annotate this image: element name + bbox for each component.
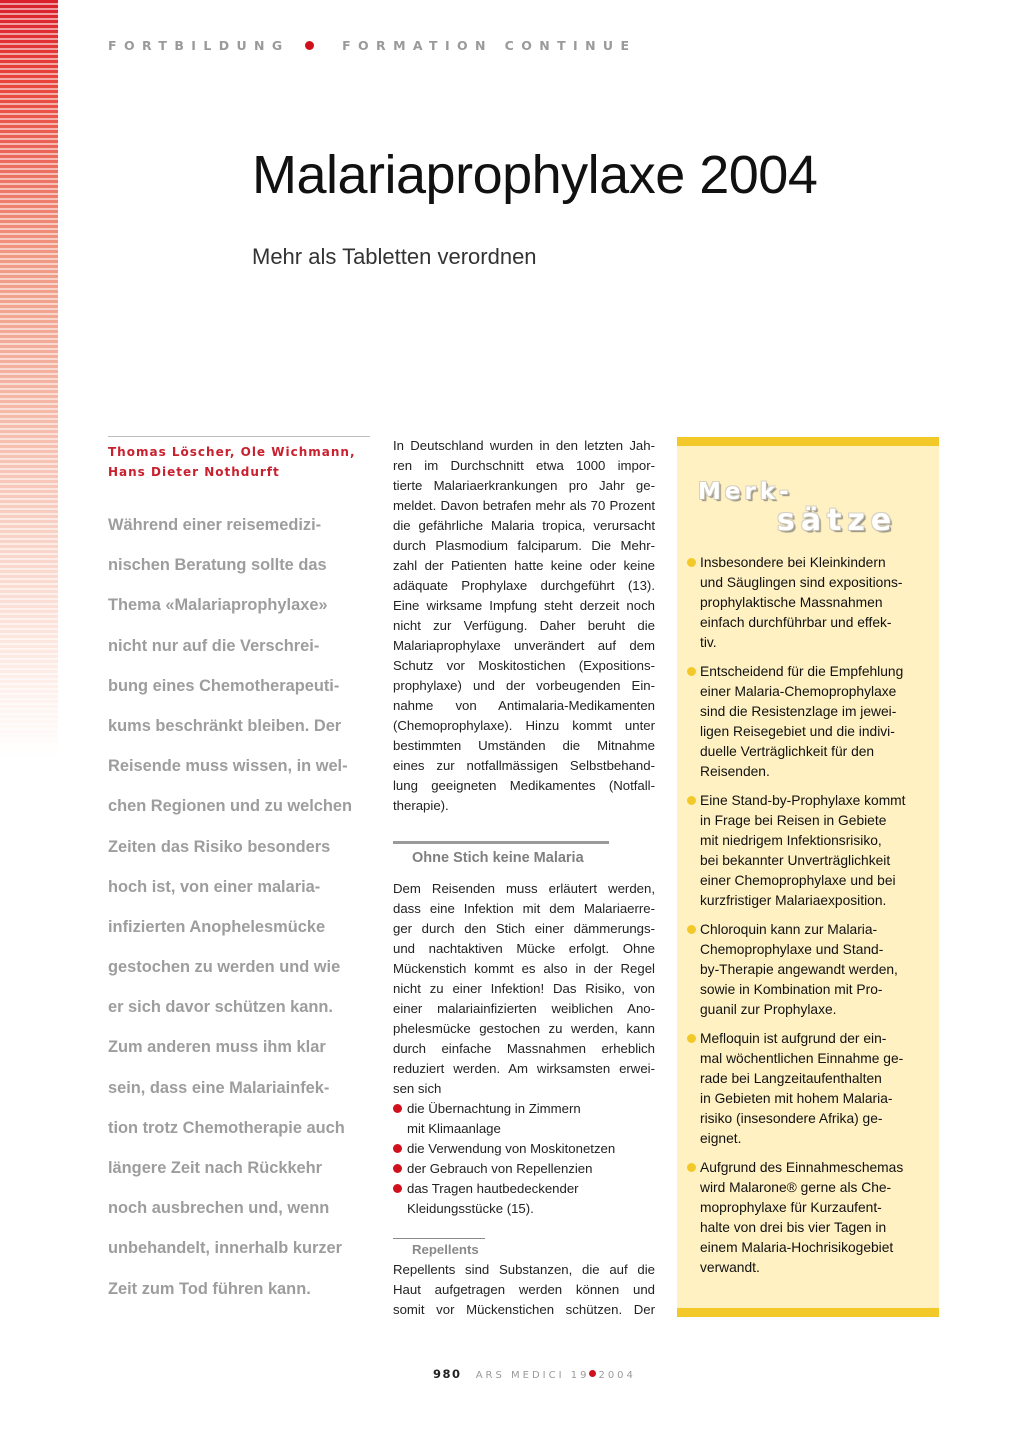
article-title: Malariaprophylaxe 2004 xyxy=(252,145,818,205)
journal-year: 2004 xyxy=(598,1370,636,1381)
key-point-line: einem Malaria-Hochrisikogebiet xyxy=(700,1240,894,1255)
lead-line: er sich davor schützen kann. xyxy=(108,998,333,1017)
text-line: durch einfache Massnahmen erheblich xyxy=(393,1041,655,1056)
text-line: Eine wirksame Impfung steht derzeit noch xyxy=(393,598,655,613)
key-point-line: Entscheidend für die Empfehlung xyxy=(700,664,904,679)
key-point-line: einer Chemoprophylaxe und bei xyxy=(700,873,896,888)
key-point xyxy=(687,1029,935,1149)
text-line: durch Plasmodium falciparum. Die Mehr- xyxy=(393,538,655,553)
key-point-line: tiv. xyxy=(700,635,717,650)
list-item-text: die Verwendung von Moskitonetzen xyxy=(407,1141,616,1156)
lead-line: unbehandelt, innerhalb kurzer xyxy=(108,1239,343,1258)
key-point xyxy=(687,920,935,1020)
protection-list xyxy=(393,1099,655,1219)
lead-text xyxy=(108,505,380,1309)
lead-line: nicht nur auf die Verschrei- xyxy=(108,636,320,655)
key-point-line: Eine Stand-by-Prophylaxe kommt xyxy=(700,793,906,808)
list-item-continuation: Kleidungsstücke (15). xyxy=(407,1201,534,1216)
key-point-line: prophylaktische Massnahmen xyxy=(700,595,883,610)
key-point-line: in Gebieten mit hohem Malaria- xyxy=(700,1091,893,1106)
key-point-line: guanil zur Prophylaxe. xyxy=(700,1002,837,1017)
text-line: ren im Durchschnitt etwa 1000 impor- xyxy=(393,458,655,473)
text-line: somit vor Mückenstichen schützen. Der xyxy=(393,1302,655,1317)
article-subtitle: Mehr als Tabletten verordnen xyxy=(252,244,537,269)
text-line: Repellents sind Substanzen, die auf die xyxy=(393,1262,655,1277)
list-item xyxy=(393,1159,655,1179)
section-kicker xyxy=(108,38,636,53)
lead-line: Zum anderen muss ihm klar xyxy=(108,1038,326,1057)
key-point-line: halte von drei bis vier Tagen in xyxy=(700,1220,887,1235)
kicker-dot-icon xyxy=(305,41,314,50)
bullet-dot-icon xyxy=(393,1164,402,1173)
page-number: 980 xyxy=(433,1367,462,1381)
text-line: und nachtaktiven Mücke erfolgt. Ohne xyxy=(393,941,655,956)
key-point-line: einfach durchführbar und effek- xyxy=(700,615,892,630)
text-line: Malariaprophylaxe unverändert auf dem xyxy=(393,638,655,653)
text-line: nahme von Antimalaria-Medikamenten xyxy=(393,698,655,713)
key-point-line: eignet. xyxy=(700,1131,742,1146)
lead-line: längere Zeit nach Rückkehr xyxy=(108,1159,323,1177)
key-point xyxy=(687,662,935,782)
text-line: tierte Malariaerkrankungen pro Jahr ge- xyxy=(393,478,655,493)
bullet-dot-icon xyxy=(687,796,696,805)
key-point-line: Aufgrund des Einnahmeschemas xyxy=(700,1160,904,1175)
key-point-line: mal wöchentlichen Einnahme ge- xyxy=(700,1051,904,1066)
key-point-line: Chemoprophylaxe und Stand- xyxy=(700,942,884,957)
journal-name: ARS MEDICI 19 xyxy=(475,1370,590,1381)
author-list xyxy=(108,436,370,482)
key-point-line: duelle Verträglichkeit für den xyxy=(700,744,875,759)
lead-line: bung eines Chemotherapeuti- xyxy=(108,676,340,695)
key-points-box xyxy=(677,437,939,1317)
bullet-dot-icon xyxy=(393,1184,402,1193)
text-line: reduziert werden. Am wirksamsten erwei- xyxy=(393,1061,655,1076)
text-line: eines zur notfallmässigen Selbstbehand- xyxy=(393,758,655,773)
text-line: zahl der Patienten hatte keine oder keine xyxy=(393,558,655,573)
key-point-line: sind die Resistenzlage im jewei- xyxy=(700,704,897,719)
paragraph-intro xyxy=(393,436,655,816)
text-line: phelesmücke gestochen zu werden, kann xyxy=(393,1021,655,1036)
key-points-list xyxy=(687,553,935,1287)
text-line: meldet. Davon betrafen mehr als 70 Prozent xyxy=(393,498,655,513)
key-point-line: by-Therapie angewandt werden, xyxy=(700,962,898,977)
bullet-dot-icon xyxy=(687,558,696,567)
key-point-line: bei bekannter Unverträglichkeit xyxy=(700,853,891,868)
bullet-dot-icon xyxy=(393,1104,402,1113)
lead-line: infizierten Anophelesmücke xyxy=(108,917,326,936)
key-point-line: risiko (insesondere Afrika) ge- xyxy=(700,1111,883,1126)
author-line: Hans Dieter Nothdurft xyxy=(108,465,280,479)
key-point-line: sowie in Kombination mit Pro- xyxy=(700,982,883,997)
text-line: dass eine Infektion mit dem Malariaerre- xyxy=(393,901,655,916)
text-line: die gefährliche Malaria tropica, verursacht xyxy=(393,518,655,533)
text-line: prophylaxe) und der vorbeugenden Ein- xyxy=(393,678,655,693)
text-line: sen sich xyxy=(393,1081,442,1096)
section-heading: Ohne Stich keine Malaria xyxy=(393,841,609,866)
key-point-line: wird Malarone® gerne als Che- xyxy=(700,1180,892,1195)
lead-line: Zeiten das Risiko besonders xyxy=(108,837,331,856)
text-line: Schutz vor Moskitostichen (Expositions- xyxy=(393,658,655,673)
paragraph-mosquito xyxy=(393,879,655,1099)
text-line: bestimmten Umständen die Mitnahme xyxy=(393,738,655,753)
box-title-part-1: Merk- xyxy=(698,479,793,505)
lead-line: tion trotz Chemotherapie auch xyxy=(108,1118,345,1137)
key-point-line: mit niedrigem Infektionsrisiko, xyxy=(700,833,882,848)
kicker-left: FORTBILDUNG xyxy=(108,38,290,53)
key-point-line: verwandt. xyxy=(700,1260,760,1275)
text-line: (Chemoprophylaxe). Hinzu kommt unter xyxy=(393,718,655,733)
key-point xyxy=(687,553,935,653)
key-point-line: Insbesondere bei Kleinkindern xyxy=(700,555,886,570)
key-point-line: kurzfristiger Malariaexposition. xyxy=(700,893,887,908)
lead-line: chen Regionen und zu welchen xyxy=(108,797,353,816)
bullet-dot-icon xyxy=(393,1144,402,1153)
list-item xyxy=(393,1179,655,1199)
key-point-line: Mefloquin ist aufgrund der ein- xyxy=(700,1031,887,1046)
lead-line: sein, dass eine Malariainfek- xyxy=(108,1078,330,1097)
list-item xyxy=(393,1139,655,1159)
key-point-line: in Frage bei Reisen in Gebiete xyxy=(700,813,887,828)
key-point-line: Reisenden. xyxy=(700,764,770,779)
key-point xyxy=(687,1158,935,1278)
lead-line: kums beschränkt bleiben. Der xyxy=(108,716,342,735)
body-column-3 xyxy=(393,1260,655,1320)
lead-line: hoch ist, von einer malaria- xyxy=(108,877,321,896)
lead-line: Zeit zum Tod führen kann. xyxy=(108,1279,311,1298)
list-item xyxy=(393,1099,655,1119)
key-point-line: und Säuglingen sind expositions- xyxy=(700,575,903,590)
bullet-dot-icon xyxy=(687,1034,696,1043)
key-point-line: Chloroquin kann zur Malaria- xyxy=(700,922,878,937)
text-line: ger durch den Stich einer dämmerungs- xyxy=(393,921,655,936)
text-line: Haut aufgetragen werden können und xyxy=(393,1282,655,1297)
kicker-right: FORMATION CONTINUE xyxy=(342,38,637,53)
lead-line: Thema «Malariaprophylaxe» xyxy=(108,596,328,615)
list-item-text: das Tragen hautbedeckender xyxy=(407,1181,579,1196)
lead-line: Während einer reisemedizi- xyxy=(108,516,322,534)
subheading-repellents: Repellents xyxy=(393,1238,485,1257)
footer-dot-icon xyxy=(589,1370,596,1377)
key-point-line: einer Malaria-Chemoprophylaxe xyxy=(700,684,897,699)
text-line: einer malariainfizierten weiblichen Ano- xyxy=(393,1001,655,1016)
lead-line: Reisende muss wissen, in wel- xyxy=(108,757,348,776)
paragraph-repellents xyxy=(393,1260,655,1320)
text-line: lung geeigneten Medikamentes (Notfall- xyxy=(393,778,655,793)
bullet-dot-icon xyxy=(687,667,696,676)
author-line: Thomas Löscher, Ole Wichmann, xyxy=(108,445,356,459)
key-point-line: rade bei Langzeitaufenthalten xyxy=(700,1071,882,1086)
bullet-dot-icon xyxy=(687,925,696,934)
body-column-1 xyxy=(393,436,655,816)
key-point-line: moprophylaxe für Kurzaufent- xyxy=(700,1200,882,1215)
list-item-text: die Übernachtung in Zimmern xyxy=(407,1101,581,1116)
lead-line: noch ausbrechen und, wenn xyxy=(108,1199,330,1218)
text-line: therapie). xyxy=(393,798,449,813)
key-point xyxy=(687,791,935,911)
body-column-2 xyxy=(393,879,655,1219)
text-line: Dem Reisenden muss erläutert werden, xyxy=(393,881,655,896)
text-line: Mückenstich kommt es also in der Regel xyxy=(393,961,655,976)
text-line: nicht zur Verfügung. Daher beruht die xyxy=(393,618,655,633)
box-title-part-2: sätze xyxy=(777,503,898,538)
list-item-text: der Gebrauch von Repellenzien xyxy=(407,1161,593,1176)
bullet-dot-icon xyxy=(687,1163,696,1172)
lead-line: gestochen zu werden und wie xyxy=(108,958,341,977)
decorative-side-stripe xyxy=(0,0,58,760)
lead-line: nischen Beratung sollte das xyxy=(108,556,327,575)
text-line: adäquate Prophylaxe durchgeführt (13). xyxy=(393,578,655,593)
key-point-line: ligen Reisegebiet und die indivi- xyxy=(700,724,895,739)
list-item-continuation: mit Klimaanlage xyxy=(407,1121,501,1136)
text-line: In Deutschland wurden in den letzten Jah- xyxy=(393,438,655,453)
text-line: nicht zu einer Infektion! Das Risiko, von xyxy=(393,981,655,996)
page-footer xyxy=(433,1367,636,1381)
